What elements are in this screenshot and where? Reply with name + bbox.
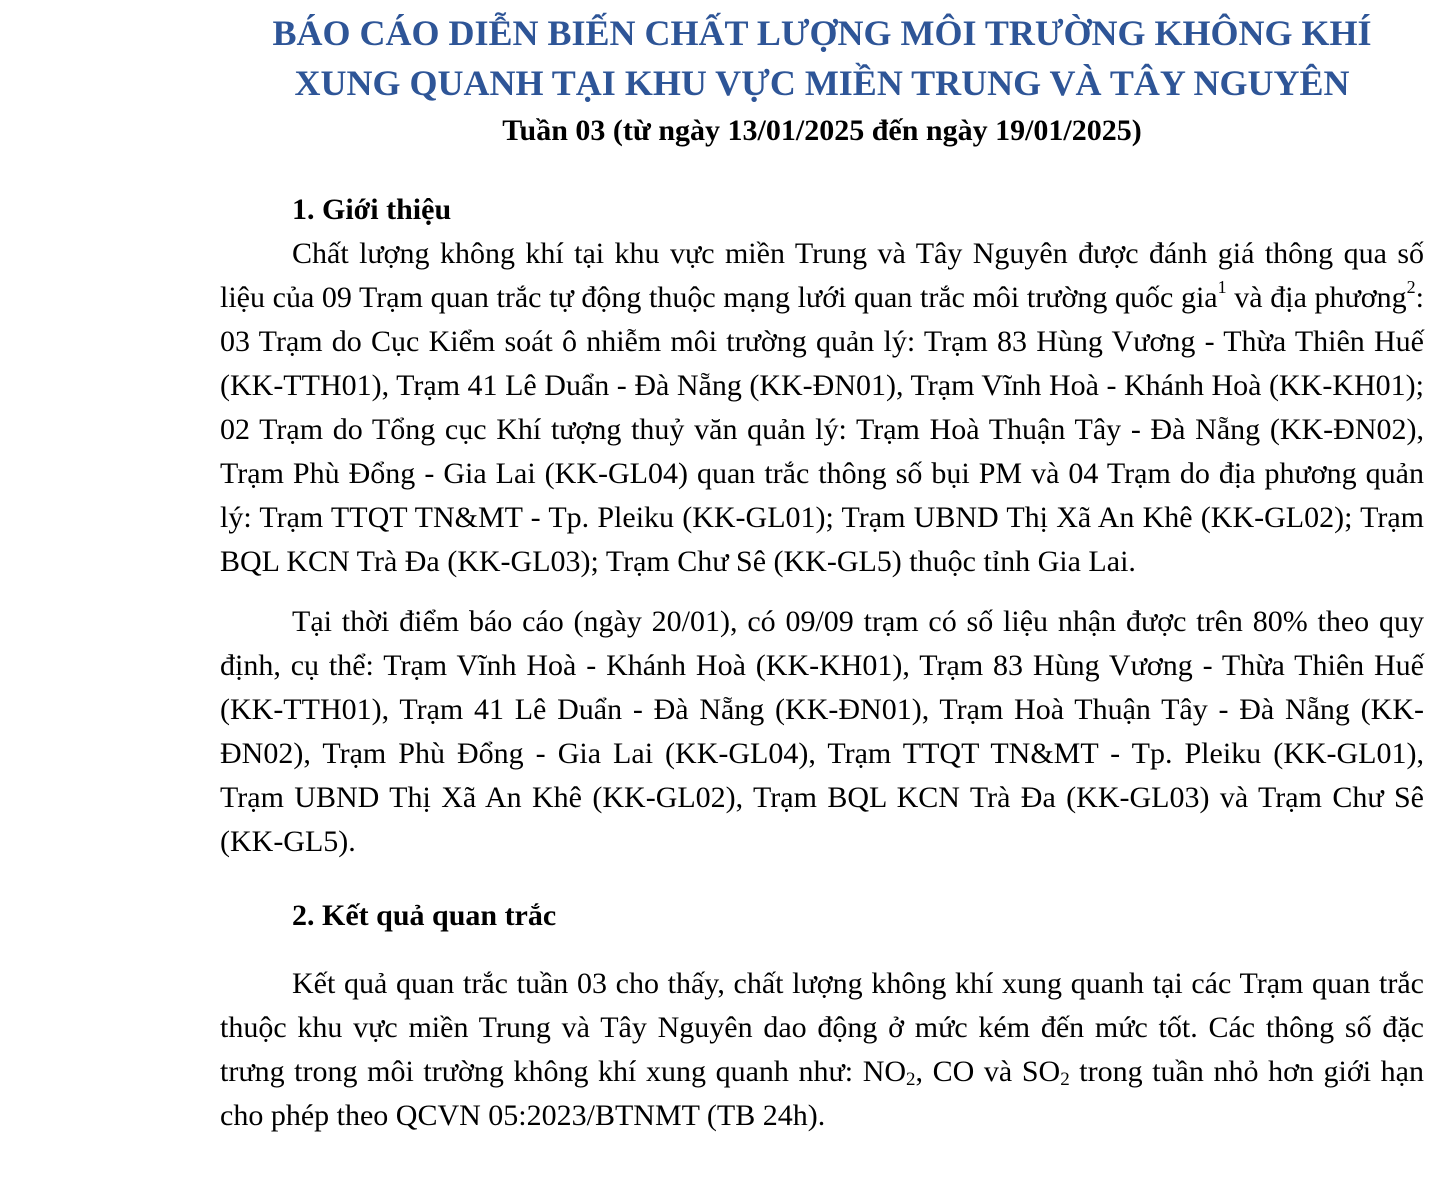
report-title — [220, 8, 1424, 108]
section-1-heading: 1. Giới thiệu — [292, 193, 452, 226]
section-1-paragraph-2: Tại thời điểm báo cáo (ngày 20/01), có 09/09 trạm có số liệu nhận được trên 80% theo quy định, cụ thể: Trạm Vĩnh Hoà - Khánh Hoà (KK-KH01), Trạm 83 Hùng Vương - Thừa Thiên Huế (KK-TTH01), Trạm 41 Lê Duẩn - Đà Nẵng (KK-ĐN01), Trạm Hoà Thuận Tây - Đà Nẵng (KK-ĐN02), Trạm Phù Đổng - Gia Lai (KK-GL04), Trạm TTQT TN&MT - Tp. Pleiku (KK-GL01), Trạm UBND Thị Xã An Khê (KK-GL02), Trạm BQL KCN Trà Đa (KK-GL03) và Trạm Chư Sê (KK-GL5). — [220, 605, 1424, 858]
section-1-paragraph-1 — [220, 232, 1424, 584]
section-2-paragraph-1-text-b: , CO và SO — [915, 1055, 1061, 1088]
section-1-paragraph-1-text-a: Chất lượng không khí tại khu vực miền Trung và Tây Nguyên được đánh giá thông qua số liệu của 09 Trạm quan trắc tự động thuộc mạng lưới quan trắc môi trường quốc gia — [220, 237, 1424, 314]
report-title-line-2: XUNG QUANH TẠI KHU VỰC MIỀN TRUNG VÀ TÂY NGUYÊN — [294, 63, 1350, 103]
section-2-heading: 2. Kết quả quan trắc — [292, 899, 557, 932]
footnote-marker-2[interactable]: 2 — [1406, 277, 1416, 297]
section-2-paragraph-1-text-a: Kết quả quan trắc tuần 03 cho thấy, chất lượng không khí xung quanh tại các Trạm quan trắc thuộc khu vực miền Trung và Tây Nguyên dao động ở mức kém đến mức tốt. Các thông số đặc trưng trong môi trường không khí xung quanh như: NO — [220, 967, 1424, 1088]
section-1-paragraph-1-text-b: và địa phương — [1226, 281, 1407, 314]
no2-subscript: 2 — [906, 1069, 916, 1090]
footnote-marker-1[interactable]: 1 — [1217, 277, 1227, 297]
so2-subscript: 2 — [1060, 1069, 1070, 1090]
section-2-paragraph-1 — [220, 962, 1424, 1138]
report-title-line-1: BÁO CÁO DIỄN BIẾN CHẤT LƯỢNG MÔI TRƯỜNG KHÔNG KHÍ — [272, 13, 1372, 53]
section-2-paragraph-1-text-c: trong tuần nhỏ hơn giới hạn cho phép theo QCVN 05:2023/BTNMT (TB 24h). — [220, 1055, 1424, 1132]
document-page — [220, 8, 1424, 1138]
report-subtitle: Tuần 03 (từ ngày 13/01/2025 đến ngày 19/01/2025) — [502, 114, 1142, 147]
section-1-paragraph-1-text-c: : 03 Trạm do Cục Kiểm soát ô nhiễm môi trường quản lý: Trạm 83 Hùng Vương - Thừa Thiên Huế (KK-TTH01), Trạm 41 Lê Duẩn - Đà Nẵng (KK-ĐN01), Trạm Vĩnh Hoà - Khánh Hoà (KK-KH01); 02 Trạm do Tổng cục Khí tượng thuỷ văn quản lý: Trạm Hoà Thuận Tây - Đà Nẵng (KK-ĐN02), Trạm Phù Đổng - Gia Lai (KK-GL04) quan trắc thông số bụi PM và 04 Trạm do địa phương quản lý: Trạm TTQT TN&MT - Tp. Pleiku (KK-GL01); Trạm UBND Thị Xã An Khê (KK-GL02); Trạm BQL KCN Trà Đa (KK-GL03); Trạm Chư Sê (KK-GL5) thuộc tỉnh Gia Lai. — [220, 281, 1424, 578]
